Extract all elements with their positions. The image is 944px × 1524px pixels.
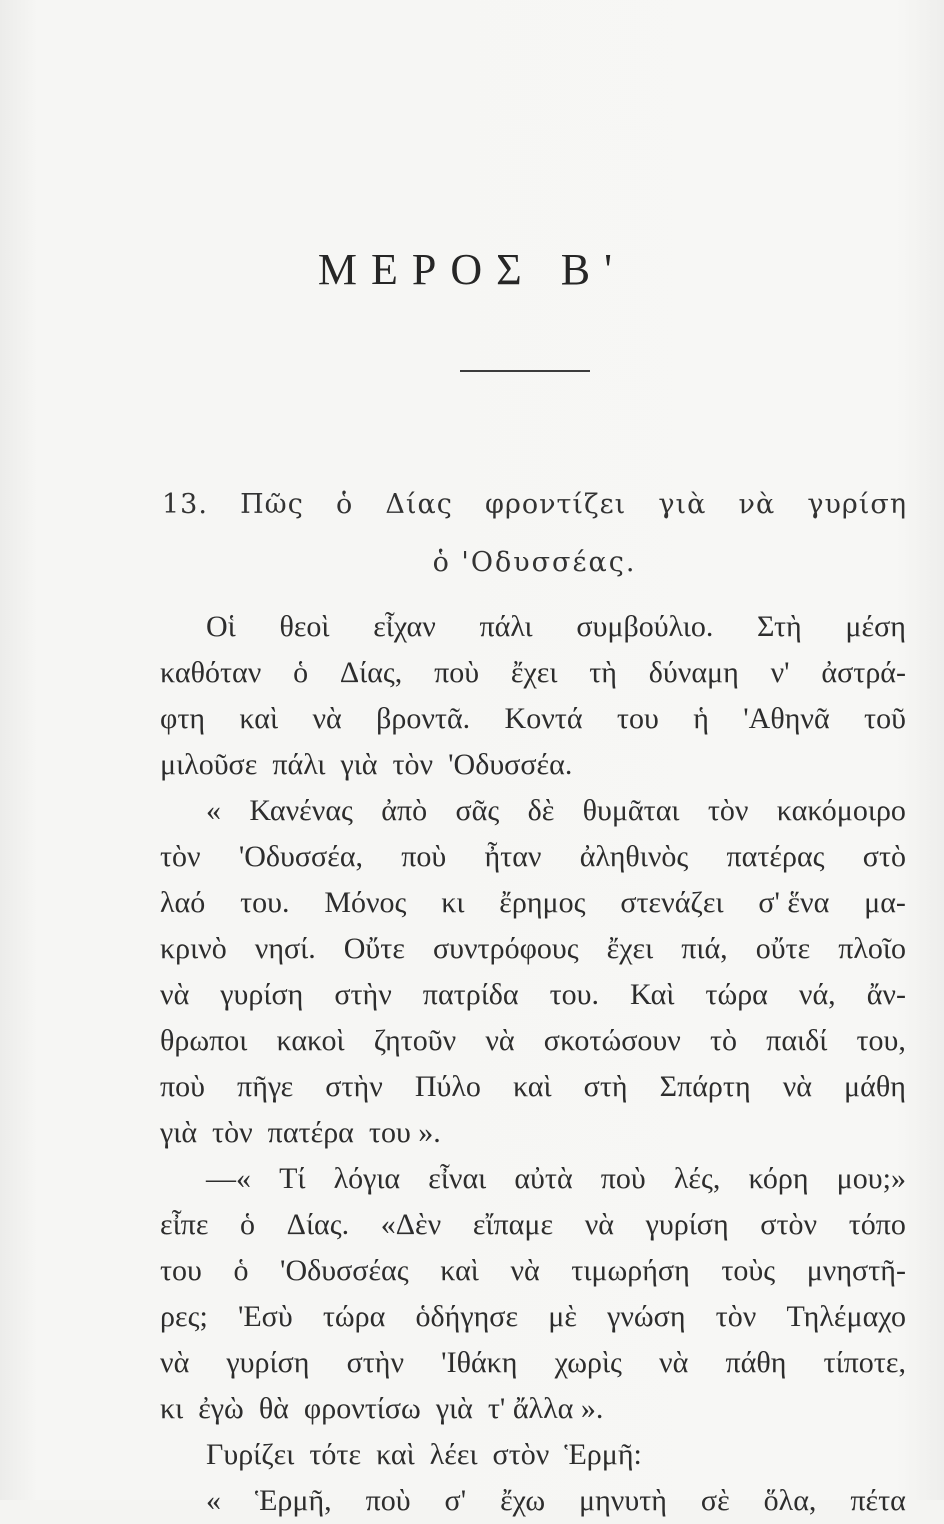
text-line — [160, 1432, 906, 1478]
word: του — [616, 702, 659, 735]
word: συμβούλιο. — [576, 610, 714, 643]
word: πιά, — [681, 932, 728, 965]
word: τὸ — [709, 1024, 738, 1057]
word: ἀστρά- — [821, 656, 906, 689]
word: μέση — [845, 610, 906, 643]
text-line — [160, 1386, 906, 1432]
word: εἶχαν — [373, 610, 436, 643]
word: στὸν — [492, 1438, 550, 1471]
text-line — [160, 1202, 906, 1248]
word: γιὰ — [160, 1116, 198, 1149]
word: αὐτὰ — [514, 1162, 573, 1195]
word: ζητοῦν — [373, 1024, 457, 1057]
word: νησί. — [254, 932, 316, 965]
word: Οὔτε — [343, 932, 405, 965]
word: μηνυτὴ — [579, 1484, 667, 1517]
word: θὰ — [258, 1392, 289, 1425]
word: νὰ — [312, 702, 342, 735]
word: στὸν — [760, 1208, 818, 1241]
word: ποὺ — [160, 1070, 205, 1103]
word: στὴν — [334, 978, 392, 1011]
word: Δίας, — [339, 656, 403, 689]
word: πῆγε — [237, 1070, 294, 1103]
word: νὰ — [160, 978, 190, 1011]
word: Κανένας — [249, 794, 353, 827]
word: παιδί — [766, 1024, 828, 1057]
word: ὁδήγησε — [415, 1300, 519, 1333]
word: ποὺ — [401, 840, 447, 873]
word: 'Οδυσσέα, — [238, 840, 364, 873]
chapter-heading-word: φροντίζει — [485, 489, 627, 520]
word: χωρὶς — [554, 1346, 622, 1379]
word: κι — [160, 1392, 184, 1425]
word: του. — [549, 978, 600, 1011]
text-line — [160, 926, 906, 972]
word: 'Οδυσσέας — [280, 1254, 409, 1287]
text-line — [160, 1110, 906, 1156]
word: 'Εσὺ — [237, 1300, 293, 1333]
word: εἴπαμε — [472, 1208, 554, 1241]
word: ὁ — [293, 656, 309, 689]
chapter-heading-word: Πῶς — [240, 489, 304, 520]
word: πάλι — [479, 610, 533, 643]
text-line — [160, 1018, 906, 1064]
word: τὴ — [589, 656, 617, 689]
word: ἡ — [693, 702, 709, 735]
chapter-heading-word: 13. — [162, 489, 208, 520]
word: δὲ — [527, 794, 555, 827]
word: ὅλα, — [763, 1484, 817, 1517]
word: σ' ἕνα — [758, 886, 830, 919]
word: «Δὲν — [380, 1208, 442, 1241]
text-line — [160, 696, 906, 742]
chapter-heading-word: γυρίση — [807, 489, 907, 520]
word: ἦταν — [484, 840, 542, 873]
word: τώρα — [322, 1300, 386, 1333]
word: λαό — [160, 886, 206, 919]
word: πατέρας — [726, 840, 825, 873]
chapter-heading-line-1 — [162, 476, 907, 534]
word: τίποτε, — [823, 1346, 906, 1379]
word: κρινὸ — [160, 932, 227, 965]
word: ἐγὼ — [198, 1392, 244, 1425]
word: πατρίδα — [422, 978, 519, 1011]
word: νὰ — [584, 1208, 614, 1241]
word: Στὴ — [757, 610, 802, 643]
word: εἶπε — [160, 1208, 209, 1241]
word: τοὺς — [721, 1254, 776, 1287]
word: Πύλο — [414, 1070, 481, 1103]
word: του ». — [368, 1116, 441, 1149]
word: νὰ — [160, 1346, 190, 1379]
text-line — [160, 1478, 906, 1524]
word: λές, — [673, 1162, 721, 1195]
text-line — [160, 1248, 906, 1294]
word: Καὶ — [630, 978, 675, 1011]
word: σκοτώσουν — [543, 1024, 681, 1057]
word: « — [206, 794, 221, 827]
word: ποὺ — [434, 656, 480, 689]
word: νὰ — [782, 1070, 812, 1103]
word: Δίας. — [286, 1208, 350, 1241]
word: μου;» — [836, 1162, 906, 1195]
text-line — [160, 972, 906, 1018]
word: ἀληθινὸς — [579, 840, 689, 873]
word: 'Οδυσσέα. — [448, 748, 573, 781]
word: νὰ — [485, 1024, 515, 1057]
word: καὶ — [440, 1254, 479, 1287]
word: φροντίσω — [303, 1392, 421, 1425]
word: στὴ — [583, 1070, 628, 1103]
word: στὴν — [325, 1070, 383, 1103]
word: ἔχει — [606, 932, 654, 965]
chapter-heading-word: γιὰ — [658, 489, 707, 520]
chapter-heading-word: νὰ — [738, 489, 776, 520]
word: γυρίση — [226, 1346, 310, 1379]
word: καὶ — [376, 1438, 415, 1471]
word: τ' ἄλλα ». — [487, 1392, 604, 1425]
word: μιλοῦσε — [160, 748, 258, 781]
word: τοῦ — [864, 702, 906, 735]
chapter-heading — [162, 476, 907, 592]
word: τιμωρήση — [571, 1254, 690, 1287]
word: βροντᾶ. — [376, 702, 471, 735]
word: εἶναι — [428, 1162, 487, 1195]
word: κόρη — [748, 1162, 809, 1195]
word: Τηλέμαχο — [786, 1300, 906, 1333]
word: φτη — [160, 702, 206, 735]
word: νά, — [798, 978, 836, 1011]
word: του, — [856, 1024, 906, 1057]
text-line — [160, 834, 906, 880]
word: ποὺ — [365, 1484, 411, 1517]
word: μάθη — [844, 1070, 906, 1103]
word: ποὺ — [600, 1162, 646, 1195]
word: συντρόφους — [432, 932, 579, 965]
word: πάλι — [272, 748, 326, 781]
word: γνώση — [607, 1300, 686, 1333]
word: 'Αθηνᾶ — [743, 702, 830, 735]
word: καθόταν — [160, 656, 262, 689]
word: πέτα — [850, 1484, 906, 1517]
word: Σπάρτη — [659, 1070, 751, 1103]
word: ὁ — [233, 1254, 249, 1287]
word: μνηστῆ- — [806, 1254, 906, 1287]
word: κακοὶ — [276, 1024, 345, 1057]
word: γιὰ — [340, 748, 378, 781]
word: στὸ — [862, 840, 906, 873]
text-line — [160, 604, 906, 650]
word: Τί — [279, 1162, 306, 1195]
word: ἀπὸ — [381, 794, 428, 827]
word: ἄν- — [866, 978, 906, 1011]
word: σὲ — [700, 1484, 730, 1517]
word: τὸν — [160, 840, 201, 873]
word: στενάζει — [620, 886, 724, 919]
text-line — [160, 1064, 906, 1110]
word: πάθη — [725, 1346, 787, 1379]
word: τόπο — [848, 1208, 906, 1241]
word: ρες; — [160, 1300, 208, 1333]
word: κακόμοιρο — [776, 794, 906, 827]
word: πατέρα — [267, 1116, 354, 1149]
word: δύναμη — [648, 656, 739, 689]
word: του — [160, 1254, 202, 1287]
text-line — [160, 1156, 906, 1202]
word: ἔρημος — [499, 886, 586, 919]
word: μὲ — [548, 1300, 577, 1333]
word: Ἑρμῆ: — [564, 1438, 642, 1471]
body-text — [160, 604, 906, 1524]
word: Μόνος — [324, 886, 407, 919]
word: του. — [240, 886, 290, 919]
word: λόγια — [333, 1162, 401, 1195]
chapter-heading-word: Δίας — [385, 489, 453, 520]
text-line — [160, 742, 906, 788]
text-line — [160, 1294, 906, 1340]
text-line — [160, 880, 906, 926]
word: νὰ — [659, 1346, 689, 1379]
word: οὔτε — [755, 932, 811, 965]
word: καὶ — [512, 1070, 552, 1103]
word: θεοὶ — [279, 610, 330, 643]
word: ἔχω — [500, 1484, 546, 1517]
word: ν' — [770, 656, 790, 689]
word: λέει — [429, 1438, 478, 1471]
word: θρωποι — [160, 1024, 248, 1057]
word: 'Ιθάκη — [441, 1346, 518, 1379]
text-line — [160, 1340, 906, 1386]
word: σ' — [444, 1484, 467, 1517]
word: —« — [206, 1162, 251, 1195]
word: ἔχει — [510, 656, 558, 689]
word: σᾶς — [455, 794, 500, 827]
word: Γυρίζει — [206, 1438, 295, 1471]
part-title: ΜΕΡΟΣ Β' — [317, 245, 627, 294]
word: νὰ — [510, 1254, 540, 1287]
word: τὸν — [392, 748, 434, 781]
word: γυρίση — [645, 1208, 729, 1241]
chapter-heading-word: ὁ — [335, 489, 354, 520]
word: γιὰ — [435, 1392, 473, 1425]
title-divider — [460, 370, 590, 372]
word: ὁ — [240, 1208, 256, 1241]
word: στὴν — [346, 1346, 405, 1379]
word: γυρίση — [220, 978, 304, 1011]
word: « — [206, 1484, 221, 1517]
chapter-heading-line-2: ὁ 'Οδυσσέας. — [432, 547, 637, 578]
word: τὸν — [707, 794, 749, 827]
word: Κοντά — [504, 702, 583, 735]
word: κι — [441, 886, 465, 919]
word: τὸν — [212, 1116, 253, 1149]
word: πλοῖο — [838, 932, 906, 965]
word: θυμᾶται — [582, 794, 680, 827]
word: τὸν — [715, 1300, 757, 1333]
word: μα- — [864, 886, 906, 919]
text-line — [160, 650, 906, 696]
word: τότε — [309, 1438, 362, 1471]
word: Οἱ — [206, 610, 236, 643]
word: τώρα — [705, 978, 768, 1011]
text-line — [160, 788, 906, 834]
word: Ἑρμῆ, — [254, 1484, 332, 1517]
word: καὶ — [239, 702, 279, 735]
